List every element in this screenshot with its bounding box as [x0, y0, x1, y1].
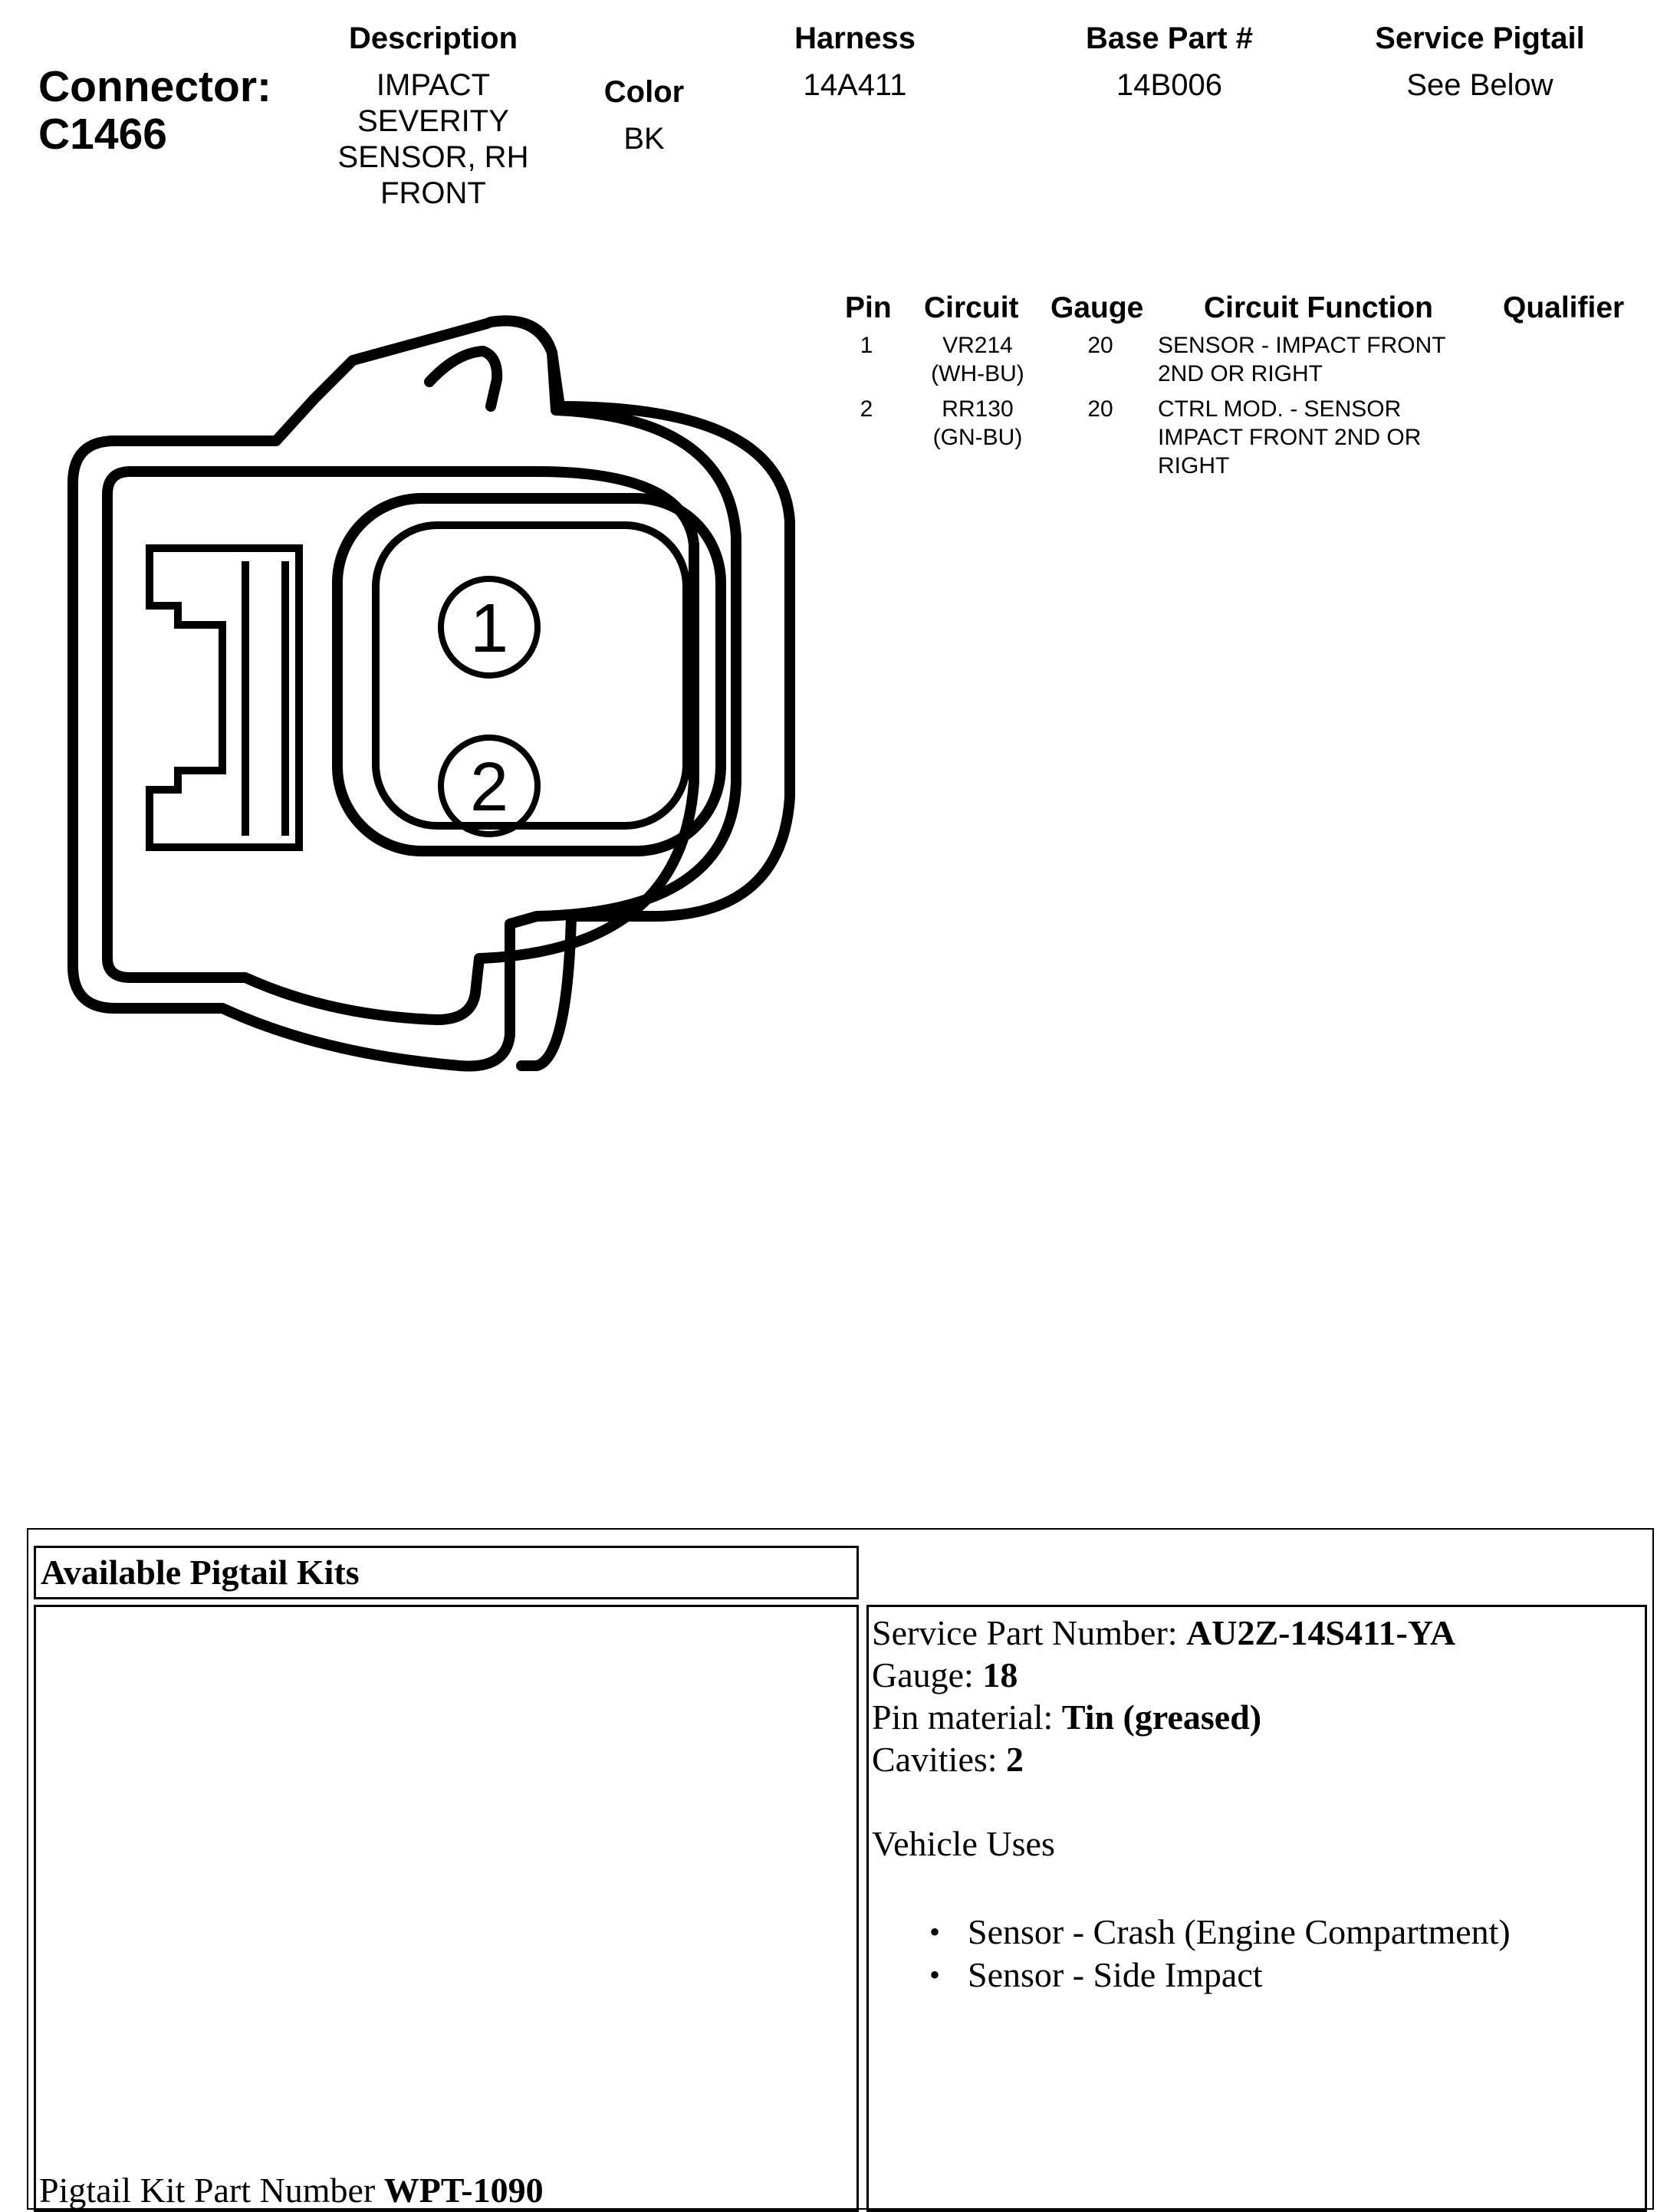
connector-id: C1466	[38, 110, 167, 159]
list-item: • Sensor - Side Impact	[872, 1954, 1645, 1997]
harness-value: 14A411	[803, 68, 907, 102]
base-part-value: 14B006	[1116, 68, 1222, 102]
function-column-header: Circuit Function	[1204, 291, 1433, 324]
description-line: FRONT	[380, 176, 486, 210]
description-value	[318, 67, 548, 212]
pin-number: 2	[860, 396, 873, 422]
lock-tab	[150, 548, 299, 847]
pigtail-section-title: Available Pigtail Kits	[41, 1553, 360, 1592]
description-line: IMPACT	[376, 68, 491, 102]
service-part-number	[872, 1612, 1645, 1654]
function-line: SENSOR - IMPACT FRONT	[1158, 333, 1446, 358]
connector-label: Connector:	[38, 62, 271, 111]
connector-mid-contour	[107, 472, 694, 1020]
pin-frame-inner	[376, 525, 686, 826]
gauge-label: Gauge:	[872, 1655, 983, 1694]
cavities-value: 2	[1006, 1740, 1024, 1779]
pin-column-header: Pin	[845, 291, 892, 324]
circuit-column-header: Circuit	[924, 291, 1019, 324]
pin-frame-outer	[337, 498, 721, 851]
function-line: RIGHT	[1158, 453, 1230, 478]
circuit-cell	[912, 331, 1043, 388]
color-header: Color	[603, 75, 685, 109]
connector-face-diagram	[0, 291, 828, 1104]
description-header: Description	[348, 21, 518, 55]
pin-number: 1	[860, 333, 873, 358]
qualifier-column-header: Qualifier	[1503, 291, 1625, 324]
pigtail-title-cell	[34, 1546, 859, 1599]
function-cell	[1158, 395, 1495, 480]
circuit-code: VR214	[942, 333, 1013, 358]
vehicle-uses-heading: Vehicle Uses	[872, 1824, 1055, 1863]
function-cell	[1158, 331, 1495, 388]
gauge-value: 18	[982, 1655, 1018, 1694]
circuit-cell	[912, 395, 1043, 452]
service-pigtail-header: Service Pigtail	[1375, 21, 1585, 55]
description-line: SENSOR, RH	[337, 140, 529, 174]
gauge-line	[872, 1654, 1645, 1696]
pin-material-label: Pin material:	[872, 1698, 1062, 1737]
service-part-value: AU2Z-14S411-YA	[1186, 1613, 1456, 1652]
service-part-label: Service Part Number:	[872, 1613, 1187, 1652]
gauge-cell: 20	[1087, 333, 1113, 358]
pin-1-label: 1	[469, 590, 509, 667]
function-line: 2ND OR RIGHT	[1158, 361, 1323, 386]
function-line: IMPACT FRONT 2ND OR	[1158, 425, 1422, 450]
vehicle-uses-list	[872, 1911, 1645, 1997]
harness-header: Harness	[794, 21, 916, 55]
latch-notch	[429, 351, 497, 406]
base-part-header: Base Part #	[1086, 21, 1253, 55]
service-pigtail-value: See Below	[1406, 68, 1553, 102]
circuit-code: RR130	[942, 396, 1014, 422]
connector-title	[38, 63, 271, 158]
pigtail-details-cell	[866, 1605, 1647, 2212]
circuit-color: (WH-BU)	[931, 361, 1024, 386]
description-line: SEVERITY	[357, 104, 509, 138]
cavities-line	[872, 1738, 1645, 1780]
gauge-column-header: Gauge	[1050, 291, 1144, 324]
color-value: BK	[623, 122, 665, 156]
pigtail-image-cell	[34, 1605, 859, 2212]
pin-2-label: 2	[469, 749, 509, 826]
kit-part-number	[39, 2169, 544, 2211]
connector-outer-housing	[73, 320, 736, 1066]
cavities-label: Cavities:	[872, 1740, 1007, 1779]
function-line: CTRL MOD. - SENSOR	[1158, 396, 1402, 422]
pin-material-value: Tin (greased)	[1061, 1698, 1262, 1737]
kit-part-label: Pigtail Kit Part Number	[39, 2171, 384, 2210]
gauge-cell: 20	[1087, 396, 1113, 422]
pin-material-line	[872, 1696, 1645, 1738]
kit-part-value: WPT-1090	[383, 2171, 544, 2210]
circuit-color: (GN-BU)	[932, 425, 1023, 450]
list-item: • Sensor - Crash (Engine Compartment)	[872, 1911, 1645, 1954]
pin-table	[836, 291, 1649, 491]
